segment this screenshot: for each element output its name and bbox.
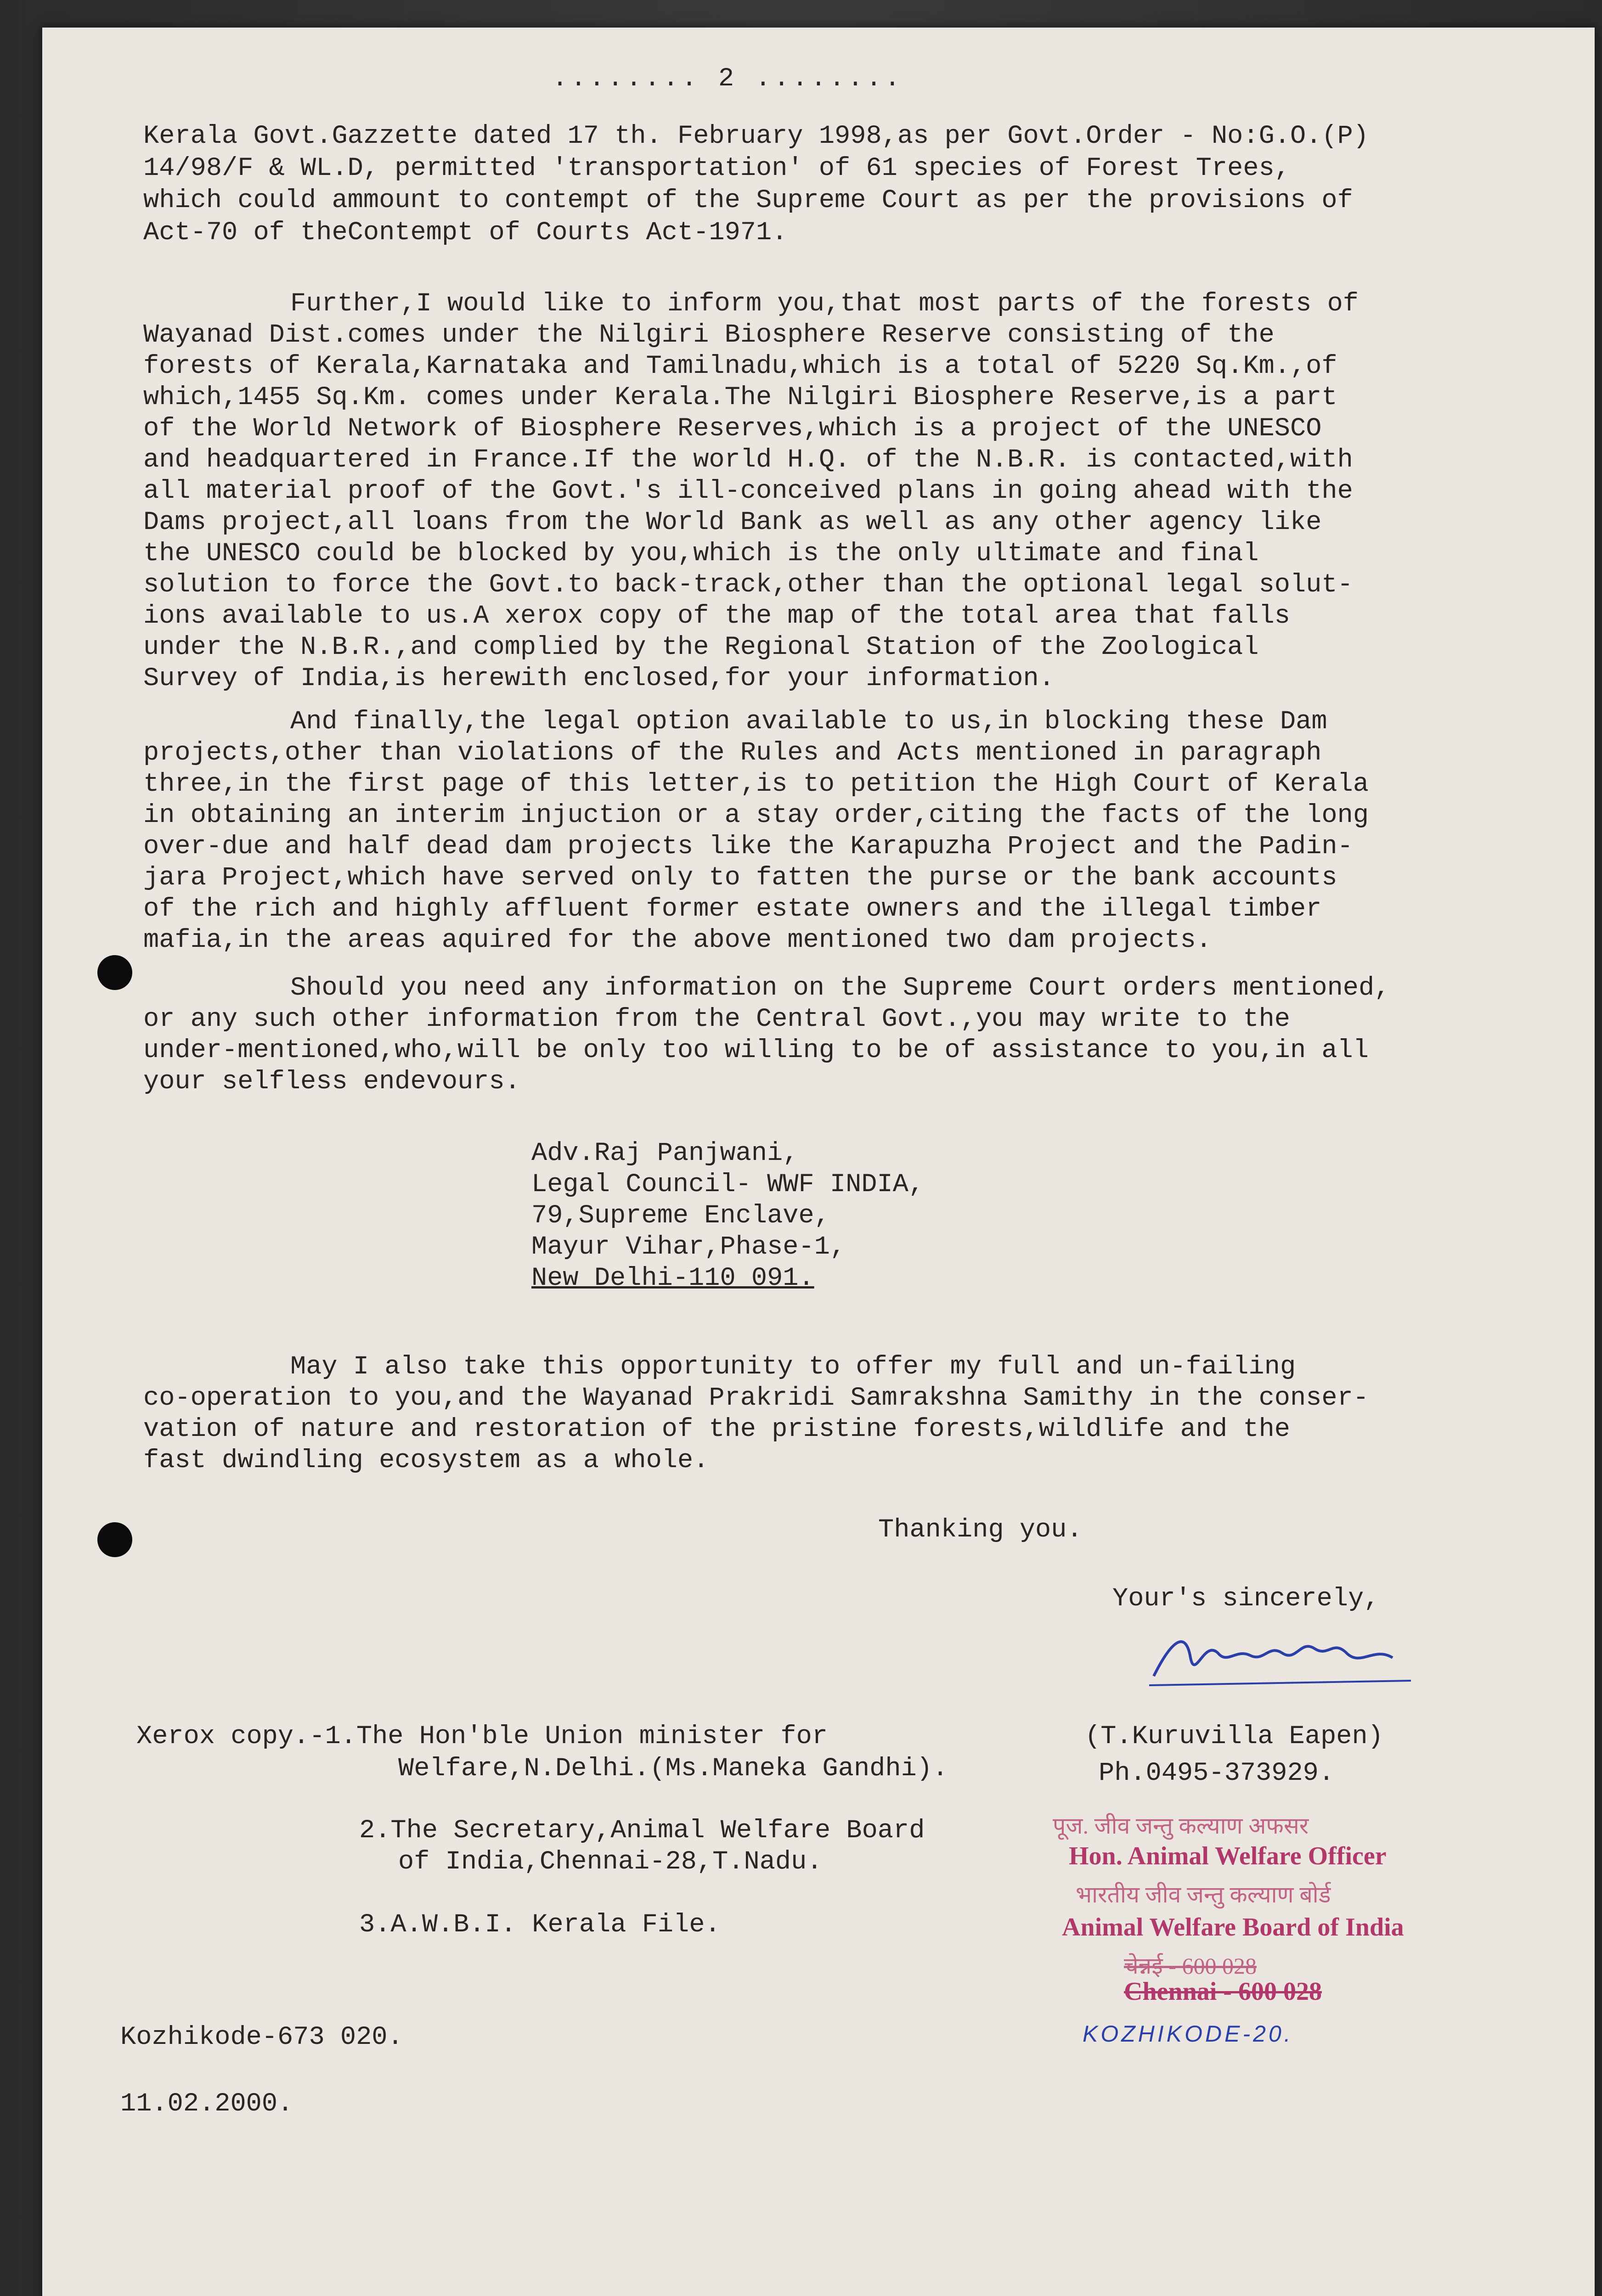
handwritten-place: KOZHIKODE-20.	[1083, 2021, 1293, 2047]
date-line: 11.02.2000.	[120, 2089, 293, 2119]
address-line: Legal Council- WWF INDIA,	[531, 1170, 925, 1199]
copy-line: 3.A.W.B.I. Kerala File.	[359, 1910, 721, 1940]
copy-line: of India,Chennai-28,T.Nadu.	[398, 1847, 823, 1877]
paragraph-line: solution to force the Govt.to back-track,other than the optional legal solut-	[143, 570, 1353, 600]
paragraph-line: Dams project,all loans from the World Bank as well as any other agency like	[143, 508, 1322, 537]
stamp-title: Hon. Animal Welfare Officer	[1069, 1842, 1387, 1870]
signatory-name: (T.Kuruvilla Eapen)	[1085, 1722, 1383, 1751]
paragraph-line: or any such other information from the Central Govt.,you may write to the	[143, 1005, 1291, 1034]
paragraph-line: And finally,the legal option available to us,in blocking these Dam	[290, 707, 1327, 737]
stamp-hindi-board: भारतीय जीव जन्तु कल्याण बोर्ड	[1076, 1882, 1331, 1908]
paragraph-line: which could ammount to contempt of the Supreme Court as per the provisions of	[143, 186, 1353, 215]
paragraph-line: vation of nature and restoration of the pristine forests,wildlife and the	[143, 1415, 1291, 1444]
stamp-hindi-title: पूज. जीव जन्तु कल्याण अफसर	[1053, 1813, 1309, 1839]
place-line: Kozhikode-673 020.	[120, 2023, 403, 2052]
paragraph-line: in obtaining an interim injuction or a stay order,citing the facts of the long	[143, 801, 1369, 830]
paragraph-line: co-operation to you,and the Wayanad Prakridi Samrakshna Samithy in the conser-	[143, 1384, 1369, 1413]
paragraph-line: ions available to us.A xerox copy of the map of the total area that falls	[143, 602, 1291, 631]
paragraph-line: Should you need any information on the Supreme Court orders mentioned,	[290, 974, 1390, 1003]
signatory-phone: Ph.0495-373929.	[1099, 1759, 1335, 1788]
paragraph-line: under-mentioned,who,will be only too willing to be of assistance to you,in all	[143, 1036, 1369, 1065]
paragraph-line: three,in the first page of this letter,is to petition the High Court of Kerala	[143, 770, 1369, 799]
paragraph-line: Survey of India,is herewith enclosed,for your information.	[143, 664, 1055, 693]
paragraph-line: May I also take this opportunity to offer my full and un-failing	[290, 1352, 1296, 1382]
paragraph-line: projects,other than violations of the Rules and Acts mentioned in paragraph	[143, 738, 1322, 768]
paragraph-line: the UNESCO could be blocked by you,which is the only ultimate and final	[143, 539, 1259, 568]
paragraph-line: mafia,in the areas aquired for the above mentioned two dam projects.	[143, 926, 1212, 955]
page-number: ........ 2 ........	[552, 64, 903, 94]
sincerely-line: Your's sincerely,	[1112, 1584, 1380, 1614]
paragraph-line: jara Project,which have served only to fatten the purse or the bank accounts	[143, 863, 1337, 893]
paragraph-line: your selfless endevours.	[143, 1067, 520, 1097]
paragraph-line: which,1455 Sq.Km. comes under Kerala.The Nilgiri Biosphere Reserve,is a part	[143, 383, 1337, 412]
address-line: 79,Supreme Enclave,	[531, 1201, 830, 1231]
stamp-city: Chennai - 600 028	[1124, 1977, 1322, 2006]
paragraph-line: Kerala Govt.Gazzette dated 17 th. February 1998,as per Govt.Order - No:G.O.(P)	[143, 122, 1369, 151]
signature-image	[1145, 1621, 1420, 1699]
paragraph-line: forests of Kerala,Karnataka and Tamilnadu,which is a total of 5220 Sq.Km.,of	[143, 352, 1337, 381]
paragraph-line: fast dwindling ecosystem as a whole.	[143, 1446, 709, 1475]
thanks-line: Thanking you.	[878, 1515, 1083, 1545]
address-line: Adv.Raj Panjwani,	[531, 1139, 799, 1168]
paragraph-line: of the World Network of Biosphere Reserves,which is a project of the UNESCO	[143, 414, 1322, 444]
stamp-board: Animal Welfare Board of India	[1062, 1913, 1404, 1941]
copy-line: Xerox copy.-1.The Hon'ble Union minister for	[136, 1722, 828, 1751]
copy-line: Welfare,N.Delhi.(Ms.Maneka Gandhi).	[398, 1754, 948, 1784]
paragraph-line: Act-70 of theContempt of Courts Act-1971.	[143, 218, 788, 248]
stamp-hindi-city: चेन्नई - 600 028	[1124, 1953, 1257, 1979]
paragraph-line: over-due and half dead dam projects like the Karapuzha Project and the Padin-	[143, 832, 1353, 861]
paragraph-line: of the rich and highly affluent former estate owners and the illegal timber	[143, 895, 1322, 924]
address-line: New Delhi-110 091.	[531, 1264, 814, 1293]
paragraph-line: 14/98/F & WL.D, permitted 'transportation' of 61 species of Forest Trees,	[143, 154, 1291, 183]
punch-hole	[97, 955, 132, 990]
paragraph-line: under the N.B.R.,and complied by the Regional Station of the Zoological	[143, 633, 1259, 662]
punch-hole	[97, 1522, 132, 1557]
copy-line: 2.The Secretary,Animal Welfare Board	[359, 1816, 925, 1846]
address-line: Mayur Vihar,Phase-1,	[531, 1232, 846, 1262]
paragraph-line: all material proof of the Govt.'s ill-conceived plans in going ahead with the	[143, 477, 1353, 506]
paragraph-line: and headquartered in France.If the world H.Q. of the N.B.R. is contacted,with	[143, 445, 1353, 475]
paragraph-line: Wayanad Dist.comes under the Nilgiri Biosphere Reserve consisting of the	[143, 321, 1275, 350]
letter-page	[42, 28, 1595, 2296]
paragraph-line: Further,I would like to inform you,that most parts of the forests of	[290, 289, 1359, 319]
